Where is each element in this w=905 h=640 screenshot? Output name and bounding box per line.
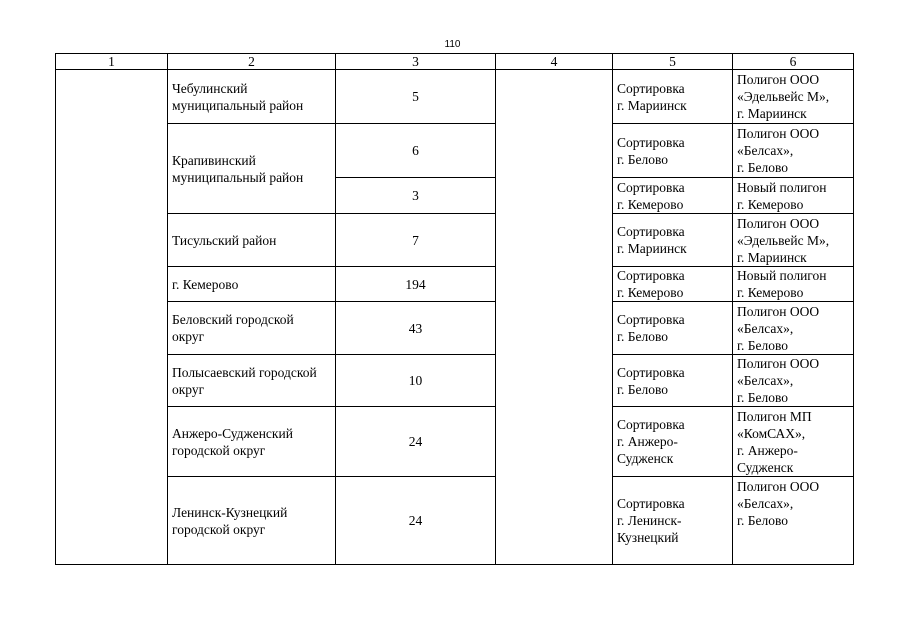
- cell-landfill: Полигон ООО «Белсах», г. Белово: [733, 355, 854, 407]
- cell-count: 43: [336, 302, 496, 355]
- cell-landfill: Полигон ООО «Эдельвейс М», г. Мариинск: [733, 70, 854, 124]
- empty-cell-col1: [56, 70, 168, 565]
- cell-landfill: Полигон МП «КомСАХ», г. Анжеро- Судженск: [733, 407, 854, 477]
- column-header-4: 4: [496, 54, 613, 70]
- cell-sorting: Сортировка г. Анжеро- Судженск: [613, 407, 733, 477]
- cell-landfill: Полигон ООО «Эдельвейс М», г. Мариинск: [733, 214, 854, 267]
- table-row: [56, 70, 854, 124]
- cell-sorting: Сортировка г. Кемерово: [613, 267, 733, 302]
- cell-municipality: Ленинск-Кузнецкий городской округ: [168, 477, 336, 565]
- cell-count: 5: [336, 70, 496, 124]
- table-row: [56, 214, 854, 267]
- cell-landfill: Новый полигон г. Кемерово: [733, 178, 854, 214]
- cell-sorting: Сортировка г. Кемерово: [613, 178, 733, 214]
- cell-count: 3: [336, 178, 496, 214]
- column-header-1: 1: [56, 54, 168, 70]
- column-header-6: 6: [733, 54, 854, 70]
- cell-count: 194: [336, 267, 496, 302]
- cell-landfill: Полигон ООО «Белсах», г. Белово: [733, 302, 854, 355]
- cell-sorting: Сортировка г. Белово: [613, 355, 733, 407]
- column-header-2: 2: [168, 54, 336, 70]
- cell-municipality: г. Кемерово: [168, 267, 336, 302]
- cell-count: 10: [336, 355, 496, 407]
- page-number: 110: [444, 39, 461, 50]
- cell-municipality: Тисульский район: [168, 214, 336, 267]
- column-header-5: 5: [613, 54, 733, 70]
- column-header-3: 3: [336, 54, 496, 70]
- cell-landfill: Полигон ООО «Белсах», г. Белово: [733, 477, 854, 565]
- table-row: [56, 407, 854, 477]
- cell-municipality: Чебулинский муниципальный район: [168, 70, 336, 124]
- cell-sorting: Сортировка г. Белово: [613, 302, 733, 355]
- cell-count: 7: [336, 214, 496, 267]
- table-row: [56, 477, 854, 565]
- cell-count: 24: [336, 407, 496, 477]
- cell-municipality: Беловский городской округ: [168, 302, 336, 355]
- cell-sorting: Сортировка г. Белово: [613, 124, 733, 178]
- cell-municipality: Полысаевский городской округ: [168, 355, 336, 407]
- cell-count: 6: [336, 124, 496, 178]
- cell-sorting: Сортировка г. Ленинск- Кузнецкий: [613, 477, 733, 565]
- cell-municipality: Крапивинский муниципальный район: [168, 124, 336, 214]
- empty-cell-col4: [496, 70, 613, 565]
- cell-count: 24: [336, 477, 496, 565]
- cell-sorting: Сортировка г. Мариинск: [613, 214, 733, 267]
- cell-sorting: Сортировка г. Мариинск: [613, 70, 733, 124]
- table-row: [56, 355, 854, 407]
- table-row: [56, 302, 854, 355]
- data-table: [55, 53, 854, 565]
- table-row: [56, 267, 854, 302]
- table-row: [56, 124, 854, 178]
- cell-municipality: Анжеро-Судженский городской округ: [168, 407, 336, 477]
- cell-landfill: Полигон ООО «Белсах», г. Белово: [733, 124, 854, 178]
- header-row: [56, 54, 854, 70]
- cell-landfill: Новый полигон г. Кемерово: [733, 267, 854, 302]
